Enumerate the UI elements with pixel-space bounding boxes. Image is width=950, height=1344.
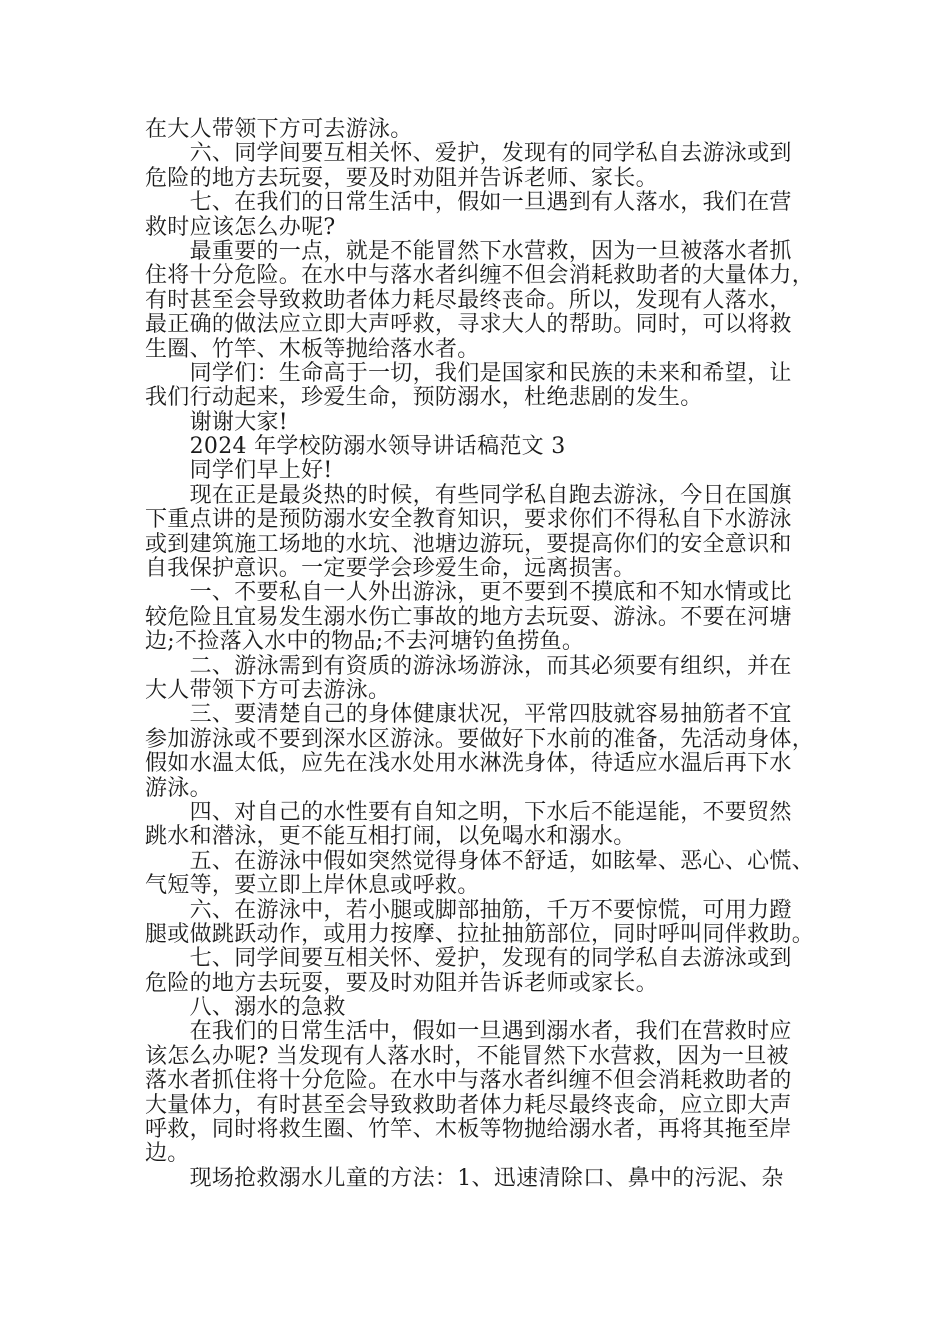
text-line: 呼救，同时将救生圈、竹竿、木板等物抛给溺水者，再将其拖至岸 bbox=[145, 1117, 792, 1143]
text-line: 大量体力，有时甚至会导致救助者体力耗尽最终丧命，应立即大声 bbox=[145, 1092, 792, 1118]
text-line: 七、同学间要互相关怀、爱护，发现有的同学私自去游泳或到 bbox=[145, 946, 792, 972]
text-line: 落水者抓住将十分危险。在水中与落水者纠缠不但会消耗救助者的 bbox=[145, 1068, 792, 1094]
text-line: 现在正是最炎热的时候，有些同学私自跑去游泳，今日在国旗 bbox=[145, 482, 792, 508]
text-line: 谢谢大家! bbox=[145, 409, 288, 435]
text-line: 危险的地方去玩耍，要及时劝阻并告诉老师或家长。 bbox=[145, 970, 658, 996]
text-line: 最重要的一点，就是不能冒然下水营救，因为一旦被落水者抓 bbox=[145, 238, 792, 264]
text-line: 大人带领下方可去游泳。 bbox=[145, 677, 391, 703]
text-line: 生圈、竹竿、木板等抛给落水者。 bbox=[145, 336, 480, 362]
text-line: 气短等，要立即上岸休息或呼救。 bbox=[145, 873, 480, 899]
text-line: 假如水温太低，应先在浅水处用水淋洗身体，待适应水温后再下水 bbox=[145, 751, 792, 777]
text-line: 参加游泳或不要到深水区游泳。要做好下水前的准备，先活动身体， bbox=[145, 726, 815, 752]
text-line: 危险的地方去玩耍，要及时劝阻并告诉老师、家长。 bbox=[145, 165, 658, 191]
text-line: 三、要清楚自己的身体健康状况，平常四肢就容易抽筋者不宜 bbox=[145, 702, 792, 728]
text-line: 边。 bbox=[145, 1141, 190, 1167]
text-line: 最正确的做法应立即大声呼救，寻求大人的帮助。同时，可以将救 bbox=[145, 312, 792, 338]
document-body bbox=[145, 118, 825, 1191]
text-line: 在大人带领下方可去游泳。 bbox=[145, 117, 413, 142]
text-line: 我们行动起来，珍爱生命，预防溺水，杜绝悲剧的发生。 bbox=[145, 385, 703, 411]
text-line: 在我们的日常生活中，假如一旦遇到溺水者，我们在营救时应 bbox=[145, 1019, 792, 1045]
text-line: 有时甚至会导致救助者体力耗尽最终丧命。所以，发现有人落水， bbox=[145, 287, 792, 313]
text-line: 现场抢救溺水儿童的方法：1、迅速清除口、鼻中的污泥、杂 bbox=[145, 1165, 784, 1191]
text-line: 五、在游泳中假如突然觉得身体不舒适，如眩晕、恶心、心慌、 bbox=[145, 848, 815, 874]
text-line: 游泳。 bbox=[145, 775, 212, 801]
text-line: 四、对自己的水性要有自知之明，下水后不能逞能，不要贸然 bbox=[145, 799, 792, 825]
text-line: 跳水和潜泳，更不能互相打闹，以免喝水和溺水。 bbox=[145, 824, 636, 850]
text-line: 同学们早上好! bbox=[145, 458, 333, 484]
text-line: 住将十分危险。在水中与落水者纠缠不但会消耗救助者的大量体力， bbox=[145, 263, 815, 289]
text-line: 救时应该怎么办呢? bbox=[145, 214, 336, 240]
text-line: 自我保护意识。一定要学会珍爱生命，远离损害。 bbox=[145, 556, 636, 582]
text-line: 二、游泳需到有资质的游泳场游泳，而其必须要有组织，并在 bbox=[145, 653, 792, 679]
text-line: 较危险且宜易发生溺水伤亡事故的地方去玩耍、游泳。不要在河塘 bbox=[145, 604, 792, 630]
text-line: 下重点讲的是预防溺水安全教育知识，要求你们不得私自下水游泳 bbox=[145, 507, 792, 533]
text-line: 一、不要私自一人外出游泳，更不要到不摸底和不知水情或比 bbox=[145, 580, 792, 606]
text-line: 该怎么办呢? 当发现有人落水时，不能冒然下水营救，因为一旦被 bbox=[145, 1043, 789, 1069]
text-line: 六、在游泳中，若小腿或脚部抽筋，千万不要惊慌，可用力蹬 bbox=[145, 897, 792, 923]
text-line: 八、溺水的急救 bbox=[145, 995, 346, 1021]
text-line: 七、在我们的日常生活中，假如一旦遇到有人落水，我们在营 bbox=[145, 190, 792, 216]
section-heading: 2024 年学校防溺水领导讲话稿范文 3 bbox=[145, 434, 566, 460]
text-line: 或到建筑施工场地的水坑、池塘边游玩，要提高你们的安全意识和 bbox=[145, 531, 792, 557]
text-line: 六、同学间要互相关怀、爱护，发现有的同学私自去游泳或到 bbox=[145, 141, 792, 167]
text-line: 边;不捡落入水中的物品;不去河塘钓鱼捞鱼。 bbox=[145, 629, 585, 655]
text-line: 同学们：生命高于一切，我们是国家和民族的未来和希望，让 bbox=[145, 360, 792, 386]
text-line: 腿或做跳跃动作，或用力按摩、拉扯抽筋部位，同时呼叫同伴救助。 bbox=[145, 921, 815, 947]
